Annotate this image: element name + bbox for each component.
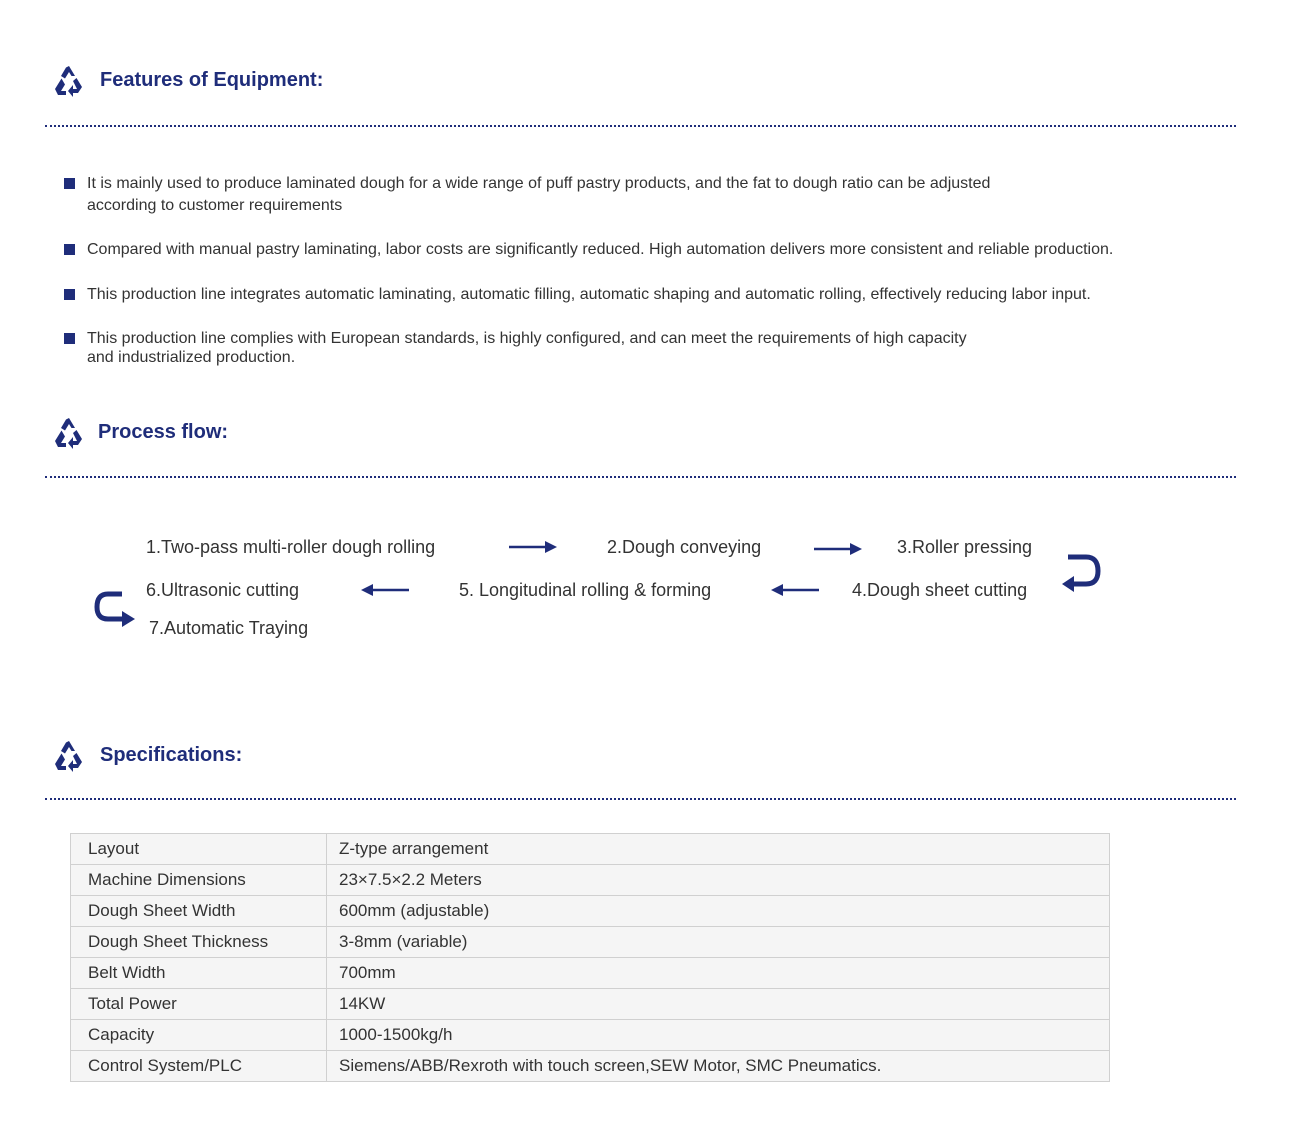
spec-label: Control System/PLC — [71, 1051, 327, 1082]
table-row — [71, 834, 1110, 865]
feature-text: Compared with manual pastry laminating, labor costs are significantly reduced. High automation delivers more consistent and reliable production. — [87, 241, 1114, 258]
process-header — [52, 415, 228, 449]
arrow-right-icon — [509, 539, 559, 555]
spec-label: Belt Width — [71, 958, 327, 989]
bullet-square-icon — [64, 289, 75, 300]
process-step-4: 4.Dough sheet cutting — [852, 580, 1028, 600]
features-title: Features of Equipment: — [100, 68, 324, 91]
process-step-6: 6.Ultrasonic cutting — [146, 580, 300, 600]
section-divider — [45, 125, 1236, 127]
arrow-right-icon — [814, 541, 864, 557]
table-row — [71, 896, 1110, 927]
spec-value: 14KW — [327, 989, 1110, 1020]
arrow-left-icon — [769, 582, 819, 598]
feature-text: It is mainly used to produce laminated dough for a wide range of puff pastry products, and the fat to dough ratio can be adjusted — [87, 175, 991, 192]
recycle-icon — [52, 415, 86, 449]
feature-item — [64, 174, 990, 216]
recycle-icon — [52, 738, 86, 772]
feature-text: This production line complies with European standards, is highly configured, and can meet the requirements of high capacity — [87, 330, 967, 347]
table-row — [71, 958, 1110, 989]
feature-item — [64, 329, 967, 368]
table-row — [71, 927, 1110, 958]
features-header — [52, 63, 323, 97]
table-row — [71, 865, 1110, 896]
process-step-1: 1.Two-pass multi-roller dough rolling — [146, 537, 436, 557]
u-turn-left-icon — [1060, 553, 1104, 593]
feature-item — [64, 240, 1113, 260]
specs-header — [52, 738, 242, 772]
table-row — [71, 989, 1110, 1020]
feature-text: This production line integrates automatic laminating, automatic filling, automatic shaping and automatic rolling, effectively reducing labor input. — [87, 286, 1091, 303]
process-step-2: 2.Dough conveying — [607, 537, 762, 557]
process-step-7: 7.Automatic Traying — [149, 618, 309, 638]
feature-text: according to customer requirements — [87, 197, 343, 214]
section-divider — [45, 476, 1236, 478]
u-turn-right-icon — [92, 590, 138, 630]
spec-label: Machine Dimensions — [71, 865, 327, 896]
feature-text: and industrialized production. — [87, 349, 296, 366]
spec-value: Z-type arrangement — [327, 834, 1110, 865]
table-row — [71, 1051, 1110, 1082]
spec-value: 3-8mm (variable) — [327, 927, 1110, 958]
specs-title: Specifications: — [100, 743, 243, 766]
bullet-square-icon — [64, 333, 75, 344]
table-row — [71, 1020, 1110, 1051]
spec-label: Layout — [71, 834, 327, 865]
feature-item — [64, 285, 1091, 305]
bullet-square-icon — [64, 178, 75, 189]
spec-value: 23×7.5×2.2 Meters — [327, 865, 1110, 896]
spec-label: Dough Sheet Thickness — [71, 927, 327, 958]
process-step-3: 3.Roller pressing — [897, 537, 1033, 557]
process-title: Process flow: — [98, 420, 229, 443]
spec-value: Siemens/ABB/Rexroth with touch screen,SEW Motor, SMC Pneumatics. — [327, 1051, 1110, 1082]
arrow-left-icon — [359, 582, 409, 598]
spec-value: 600mm (adjustable) — [327, 896, 1110, 927]
spec-value: 1000-1500kg/h — [327, 1020, 1110, 1051]
spec-label: Total Power — [71, 989, 327, 1020]
spec-label: Dough Sheet Width — [71, 896, 327, 927]
specifications-table — [70, 833, 1110, 1082]
recycle-icon — [52, 63, 86, 97]
spec-label: Capacity — [71, 1020, 327, 1051]
bullet-square-icon — [64, 244, 75, 255]
section-divider — [45, 798, 1236, 800]
spec-value: 700mm — [327, 958, 1110, 989]
process-step-5: 5. Longitudinal rolling & forming — [459, 580, 712, 600]
